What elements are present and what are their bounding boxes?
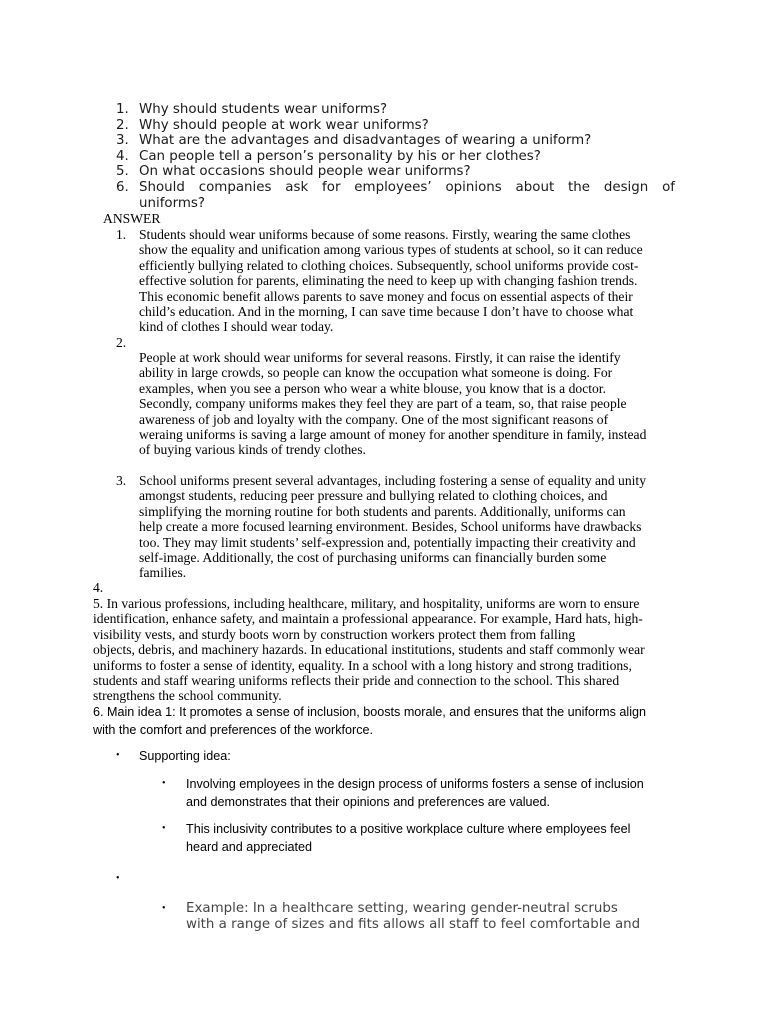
paragraph-line: simplifying the morning routine for both students and parents. Additionally, uniforms can [139,503,626,519]
supporting-point-1 [186,775,676,811]
paragraph-line: examples, when you see a person who wear a white blouse, you know that is a doctor. [139,380,606,396]
question-item [110,180,675,211]
paragraph-line: Involving employees in the design process of uniforms fosters a sense of inclusion [186,777,644,791]
paragraph-line: weraing uniforms is saving a large amount of money for another spenditure in family, instead [139,427,647,443]
question-list [110,102,675,211]
paragraph-line: kind of clothes I should wear today. [139,319,334,335]
question-number: 2. [116,117,129,133]
bullet-icon: • [162,778,166,789]
paragraph-line: child’s education. And in the morning, I can save time because I don’t have to choose what [139,304,634,320]
question-text-line: uniforms? [139,195,205,211]
answer-4-label: 4. [93,580,104,595]
paragraph-line: too. They may limit students’ self-expression and, potentially impacting their creativity and [139,534,636,550]
answer-3-paragraph [139,473,673,581]
paragraph-line: heard and appreciated [186,840,313,854]
answer-number: 3. [116,473,127,488]
answer-2-paragraph [139,350,673,458]
question-number: 1. [116,102,129,117]
question-item [110,133,675,149]
paragraph-line: with the comfort and preferences of the workforce. [93,723,373,737]
question-text: What are the advantages and disadvantages of wearing a uniform? [139,133,592,149]
question-item [110,149,675,165]
question-number: 5. [116,164,129,180]
answer-1-paragraph [139,227,673,335]
paragraph-line: of buying various kinds of trendy clothes. [139,442,366,458]
answer-number: 1. [116,227,127,242]
paragraph-line: effective solution for parents, eliminating the need to keep up with changing fashion trends. [139,273,638,289]
paragraph-line: 5. In various professions, including healthcare, military, and hospitality, uniforms are worn to ensure [93,596,640,611]
paragraph-line: students and staff wearing uniforms reflects their pride and connection to the school. This shared [93,673,620,689]
question-item [110,164,675,180]
answer-5-paragraph [93,596,675,704]
paragraph-line: strengthens the school community. [93,688,282,704]
question-text: Why should students wear uniforms? [139,102,388,117]
answer-6-main-idea [93,703,675,739]
question-text: Why should people at work wear uniforms? [139,117,429,133]
paragraph-line: Students should wear uniforms because of some reasons. Firstly, wearing the same clothes [139,227,631,242]
paragraph-line: families. [139,565,187,581]
answer-heading: ANSWER [103,211,161,226]
question-item [110,118,675,134]
supporting-point-2 [186,820,676,856]
paragraph-line: awareness of job and loyalty with the company. One of the most significant reasons of [139,411,609,427]
bullet-icon: • [116,873,120,884]
paragraph-line: amongst students, reducing peer pressure and bullying related to clothing choices, and [139,488,608,504]
paragraph-line: 6. Main idea 1: It promotes a sense of inclusion, boosts morale, and ensures that the uniforms align [93,705,647,719]
question-text-line: Should companies ask for employees’ opinions about the design of [139,179,675,195]
question-text: On what occasions should people wear uniforms? [139,164,471,180]
paragraph-line: School uniforms present several advantages, including fostering a sense of equality and unity [139,473,646,488]
paragraph-line: This inclusivity contributes to a positive workplace culture where employees feel [186,822,631,836]
paragraph-line: uniforms to foster a sense of identity, equality. In a school with a long history and strong traditions, [93,657,632,673]
paragraph-line: visibility vests, and sturdy boots worn by construction workers protect them from falling [93,626,576,642]
answer-number: 2. [116,335,127,350]
supporting-idea-label: Supporting idea: [139,749,231,763]
bullet-icon: • [162,823,166,834]
paragraph-line: and demonstrates that their opinions and preferences are valued. [186,795,551,809]
question-number: 4. [116,148,129,164]
paragraph-line: objects, debris, and machinery hazards. In educational institutions, students and staff commonly wear [93,642,645,658]
paragraph-line: This economic benefit allows parents to save money and focus on essential aspects of their [139,288,633,304]
paragraph-line: Example: In a healthcare setting, wearing gender-neutral scrubs [186,901,618,916]
question-number: 6. [116,179,129,195]
question-number: 3. [116,133,129,149]
paragraph-line: with a range of sizes and fits allows all staff to feel comfortable and [186,916,641,932]
paragraph-line: People at work should wear uniforms for several reasons. Firstly, it can raise the identify [139,350,621,365]
bullet-icon: • [116,750,120,761]
paragraph-line: Secondly, company uniforms makes they feel they are part of a team, so, that raise people [139,396,627,412]
paragraph-line: show the equality and unification among various types of students at school, so it can reduce [139,242,643,258]
paragraph-line: efficiently bullying related to clothing choices. Subsequently, school uniforms provide cost- [139,257,639,273]
paragraph-line: self-image. Additionally, the cost of purchasing uniforms can financially burden some [139,550,607,566]
bullet-icon: • [162,903,166,914]
paragraph-line: ability in large crowds, so people can know the occupation what someone is doing. For [139,365,613,381]
example-paragraph [186,901,676,932]
question-text: Can people tell a person’s personality by his or her clothes? [139,148,541,164]
paragraph-line: help create a more focused learning environment. Besides, School uniforms have drawbacks [139,519,642,535]
question-item [110,102,675,118]
paragraph-line: identification, enhance safety, and maintain a professional appearance. For example, Hard hats, high- [93,611,643,627]
